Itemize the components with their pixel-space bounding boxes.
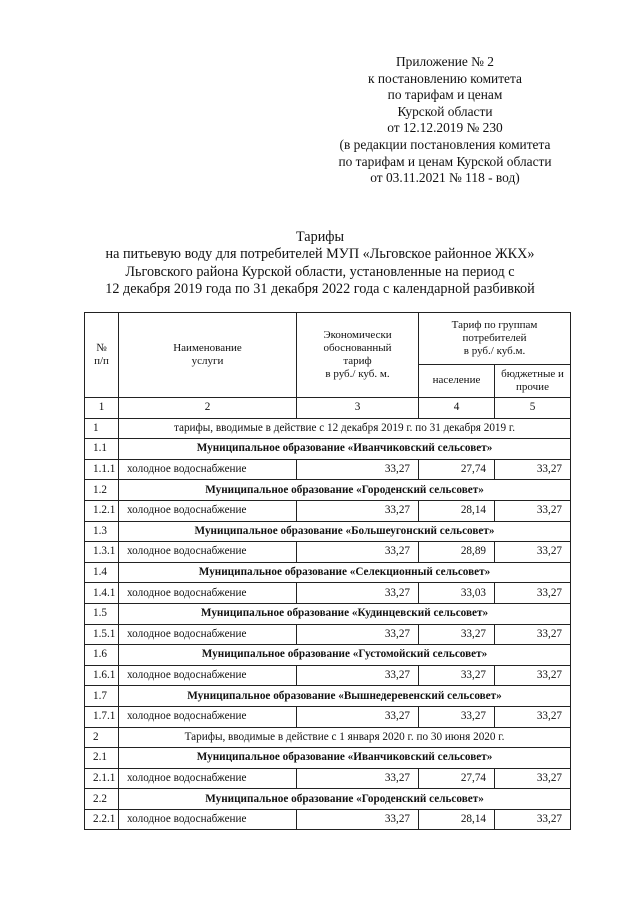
municipality-row <box>85 562 571 583</box>
budget-tariff-value: 33,27 <box>495 624 571 645</box>
row-number: 1.3 <box>85 521 119 542</box>
col-number: 3 <box>297 398 419 419</box>
municipality-title: Муниципальное образование «Селекционный сельсовет» <box>119 562 571 583</box>
period-1-rows <box>85 439 571 727</box>
row-number: 1.7.1 <box>85 706 119 727</box>
service-name: холодное водоснабжение <box>119 768 297 789</box>
title-line: на питьевую воду для потребителей МУП «Льговское районное ЖКХ» <box>105 246 535 263</box>
econ-tariff-value: 33,27 <box>297 459 419 480</box>
budget-tariff-value: 33,27 <box>495 542 571 563</box>
header-num: № п/п <box>85 313 119 398</box>
appendix-line: от 03.11.2021 № 118 - вод) <box>370 170 520 186</box>
period-number: 1 <box>85 418 119 439</box>
municipality-row <box>85 439 571 460</box>
appendix-line: по тарифам и ценам <box>387 87 503 103</box>
row-number: 2.2.1 <box>85 809 119 830</box>
budget-tariff-value: 33,27 <box>495 768 571 789</box>
header-econ-tariff: Экономически обоснованный тариф в руб./ куб. м. <box>297 313 419 398</box>
budget-tariff-value: 33,27 <box>495 809 571 830</box>
service-name: холодное водоснабжение <box>119 706 297 727</box>
title-line: Льговского района Курской области, установленные на период с <box>125 263 515 280</box>
row-number: 2.2 <box>85 789 119 810</box>
appendix-line: Курской области <box>397 103 493 119</box>
population-tariff-value: 33,03 <box>419 583 495 604</box>
municipality-row <box>85 480 571 501</box>
econ-tariff-value: 33,27 <box>297 665 419 686</box>
appendix-line: Приложение № 2 <box>395 54 495 69</box>
title-line: Тарифы <box>295 229 345 245</box>
budget-tariff-value: 33,27 <box>495 459 571 480</box>
header-budget: бюджетные и прочие <box>495 364 571 397</box>
header-population: население <box>419 364 495 397</box>
row-number: 2.1.1 <box>85 768 119 789</box>
row-number: 1.1 <box>85 439 119 460</box>
econ-tariff-value: 33,27 <box>297 583 419 604</box>
municipality-row <box>85 645 571 666</box>
row-number: 1.4.1 <box>85 583 119 604</box>
budget-tariff-value: 33,27 <box>495 583 571 604</box>
row-number: 2.1 <box>85 748 119 769</box>
service-name: холодное водоснабжение <box>119 500 297 521</box>
municipality-row <box>85 521 571 542</box>
tariff-row <box>85 500 571 521</box>
period-row <box>85 727 571 748</box>
document-title <box>60 229 580 299</box>
population-tariff-value: 28,14 <box>419 809 495 830</box>
econ-tariff-value: 33,27 <box>297 542 419 563</box>
municipality-row <box>85 686 571 707</box>
service-name: холодное водоснабжение <box>119 459 297 480</box>
row-number: 1.6 <box>85 645 119 666</box>
population-tariff-value: 27,74 <box>419 459 495 480</box>
tariff-row <box>85 624 571 645</box>
row-number: 1.7 <box>85 686 119 707</box>
col-number: 1 <box>85 398 119 419</box>
service-name: холодное водоснабжение <box>119 665 297 686</box>
tariff-row <box>85 542 571 563</box>
tariff-table-body <box>85 313 571 439</box>
period-number: 2 <box>85 727 119 748</box>
appendix-line: по тарифам и ценам Курской области <box>338 153 552 169</box>
col-number: 5 <box>495 398 571 419</box>
row-number: 1.4 <box>85 562 119 583</box>
col-number: 2 <box>119 398 297 419</box>
tariff-row <box>85 459 571 480</box>
municipality-row <box>85 603 571 624</box>
period-text: Тарифы, вводимые в действие с 1 января 2020 г. по 30 июня 2020 г. <box>119 727 571 748</box>
row-number: 1.1.1 <box>85 459 119 480</box>
municipality-title: Муниципальное образование «Густомойский сельсовет» <box>119 645 571 666</box>
header-row-top <box>85 313 571 365</box>
col-number: 4 <box>419 398 495 419</box>
econ-tariff-value: 33,27 <box>297 500 419 521</box>
row-number: 1.6.1 <box>85 665 119 686</box>
header-group-tariff: Тариф по группам потребителей в руб./ куб.м. <box>419 313 571 365</box>
econ-tariff-value: 33,27 <box>297 809 419 830</box>
row-number: 1.2.1 <box>85 500 119 521</box>
appendix-line: (в редакции постановления комитета <box>339 136 551 152</box>
municipality-title: Муниципальное образование «Кудинцевский сельсовет» <box>119 603 571 624</box>
budget-tariff-value: 33,27 <box>495 500 571 521</box>
header-service-name: Наименование услуги <box>119 313 297 398</box>
period-2-rows <box>85 748 571 830</box>
municipality-title: Муниципальное образование «Иванчиковский сельсовет» <box>119 748 571 769</box>
tariff-row <box>85 809 571 830</box>
econ-tariff-value: 33,27 <box>297 624 419 645</box>
municipality-row <box>85 789 571 810</box>
tariff-row <box>85 665 571 686</box>
service-name: холодное водоснабжение <box>119 624 297 645</box>
service-name: холодное водоснабжение <box>119 542 297 563</box>
population-tariff-value: 28,89 <box>419 542 495 563</box>
appendix-line: от 12.12.2019 № 230 <box>387 120 503 136</box>
municipality-title: Муниципальное образование «Городенский сельсовет» <box>119 480 571 501</box>
econ-tariff-value: 33,27 <box>297 768 419 789</box>
title-line: 12 декабря 2019 года по 31 декабря 2022 года с календарной разбивкой <box>105 281 535 298</box>
population-tariff-value: 33,27 <box>419 624 495 645</box>
row-number: 1.5 <box>85 603 119 624</box>
appendix-line: к постановлению комитета <box>368 70 522 86</box>
period-text: тарифы, вводимые в действие с 12 декабря 2019 г. по 31 декабря 2019 г. <box>119 418 571 439</box>
population-tariff-value: 33,27 <box>419 706 495 727</box>
population-tariff-value: 33,27 <box>419 665 495 686</box>
budget-tariff-value: 33,27 <box>495 665 571 686</box>
row-number: 1.5.1 <box>85 624 119 645</box>
row-number: 1.3.1 <box>85 542 119 563</box>
tariff-row <box>85 768 571 789</box>
municipality-title: Муниципальное образование «Большеугонский сельсовет» <box>119 521 571 542</box>
municipality-row <box>85 748 571 769</box>
municipality-title: Муниципальное образование «Вышнедеревенский сельсовет» <box>119 686 571 707</box>
econ-tariff-value: 33,27 <box>297 706 419 727</box>
tariff-row <box>85 583 571 604</box>
tariff-row <box>85 706 571 727</box>
municipality-title: Муниципальное образование «Иванчиковский сельсовет» <box>119 439 571 460</box>
service-name: холодное водоснабжение <box>119 583 297 604</box>
population-tariff-value: 27,74 <box>419 768 495 789</box>
municipality-title: Муниципальное образование «Городенский сельсовет» <box>119 789 571 810</box>
population-tariff-value: 28,14 <box>419 500 495 521</box>
service-name: холодное водоснабжение <box>119 809 297 830</box>
period-row <box>85 418 571 439</box>
appendix-header <box>300 54 590 187</box>
tariff-table <box>84 312 571 830</box>
column-number-row <box>85 398 571 419</box>
period-2-header <box>85 727 571 748</box>
row-number: 1.2 <box>85 480 119 501</box>
budget-tariff-value: 33,27 <box>495 706 571 727</box>
